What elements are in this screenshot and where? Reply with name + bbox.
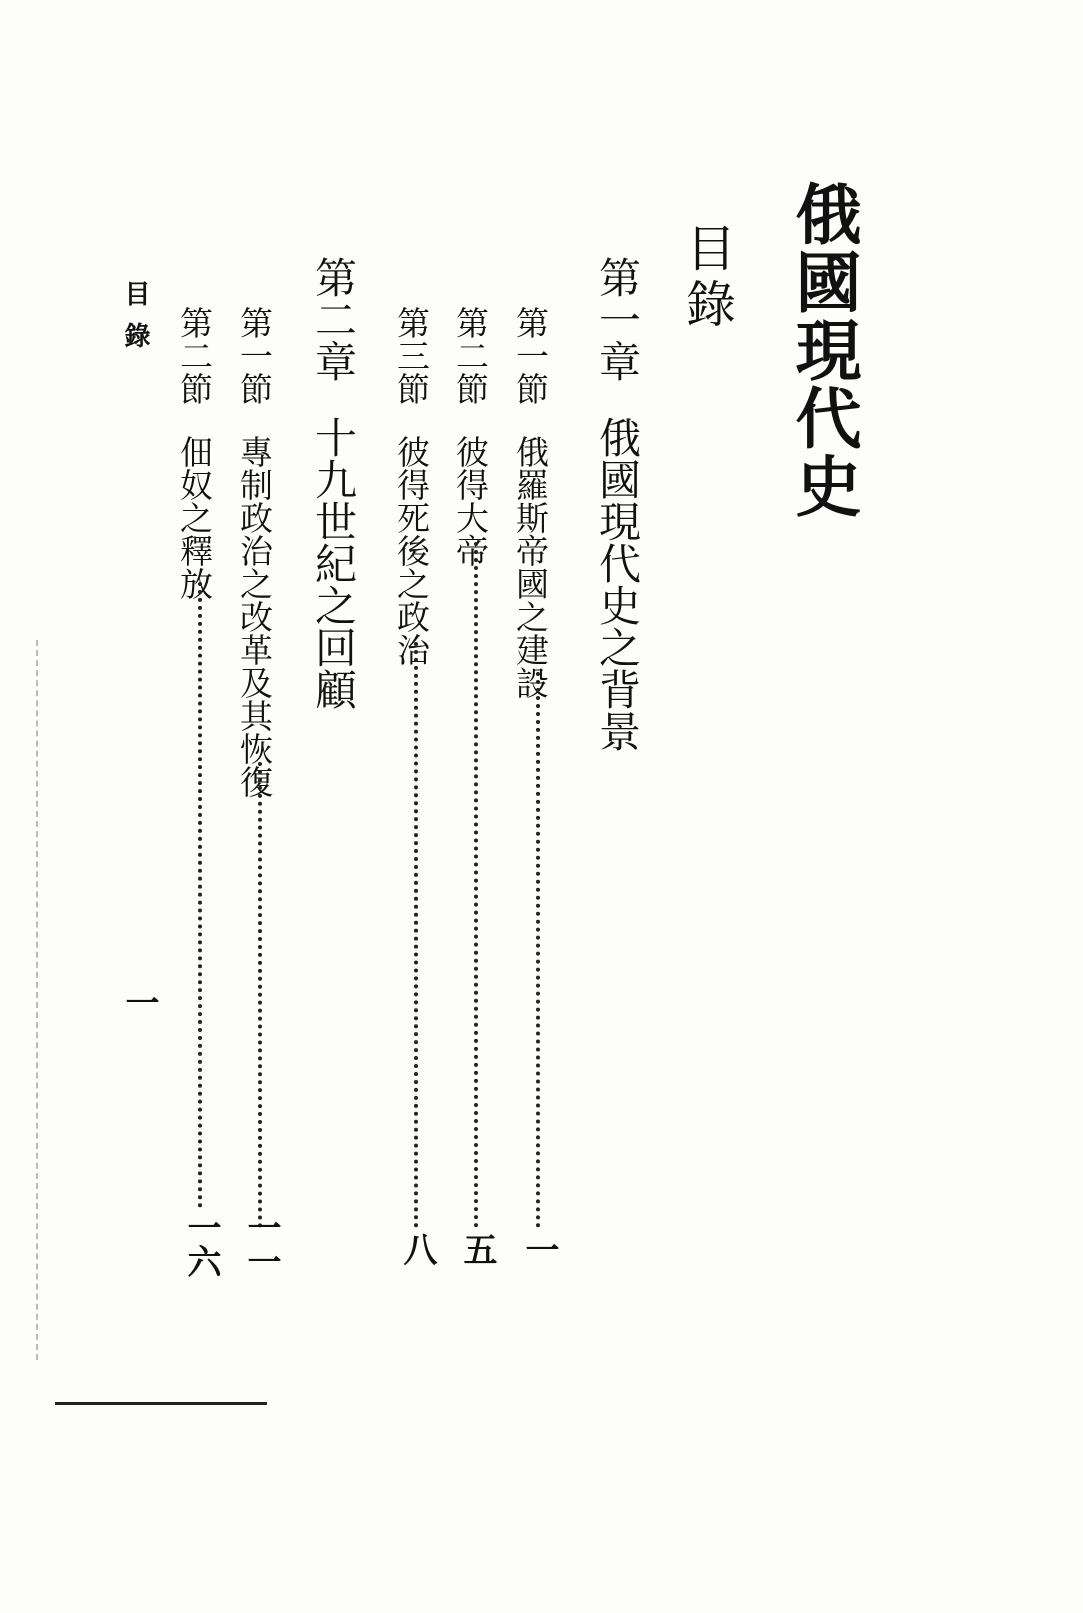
toc-section-1-1: [511, 306, 550, 699]
leader-dots: [414, 642, 422, 1228]
leader-dots: [474, 542, 482, 1228]
bottom-rule: [55, 1402, 267, 1405]
section-number: 第一節: [235, 306, 274, 405]
section-title: 彼得死後之政治: [392, 435, 431, 666]
page-number: 五: [457, 1232, 497, 1266]
page-edge-shadow: [36, 640, 40, 1360]
section-title: 專制政治之改革及其恢復: [235, 435, 274, 798]
folio-number: 一: [119, 985, 159, 1019]
leader-dots: [536, 672, 544, 1228]
section-title: 佃奴之釋放: [175, 435, 214, 600]
toc-section-2-1: [235, 306, 274, 798]
chapter-title: 俄國現代史之背景: [593, 416, 642, 752]
page-number: 一一: [241, 1210, 281, 1278]
toc-heading: 目錄: [678, 222, 736, 334]
leader-dots: [258, 762, 266, 1228]
section-title: 俄羅斯帝國之建設: [511, 435, 550, 699]
page-number: 一: [519, 1232, 559, 1266]
page-number: 八: [397, 1232, 437, 1266]
page-number: 一六: [181, 1210, 221, 1278]
toc-section-2-2: [175, 306, 214, 600]
toc-chapter-2: [309, 256, 358, 710]
book-title: 俄國現代史: [784, 180, 862, 520]
toc-section-1-3: [392, 306, 431, 666]
chapter-number: 第一章: [593, 256, 642, 382]
toc-section-1-2: [451, 306, 490, 567]
section-title: 彼得大帝: [451, 435, 490, 567]
toc-chapter-1: [593, 256, 642, 752]
section-number: 第三節: [392, 306, 431, 405]
running-header: 目錄: [120, 280, 150, 364]
leader-dots: [198, 582, 206, 1208]
section-number: 第二節: [175, 306, 214, 405]
chapter-number: 第二章: [309, 256, 358, 382]
section-number: 第二節: [451, 306, 490, 405]
section-number: 第一節: [511, 306, 550, 405]
chapter-title: 十九世紀之回顧: [309, 416, 358, 710]
